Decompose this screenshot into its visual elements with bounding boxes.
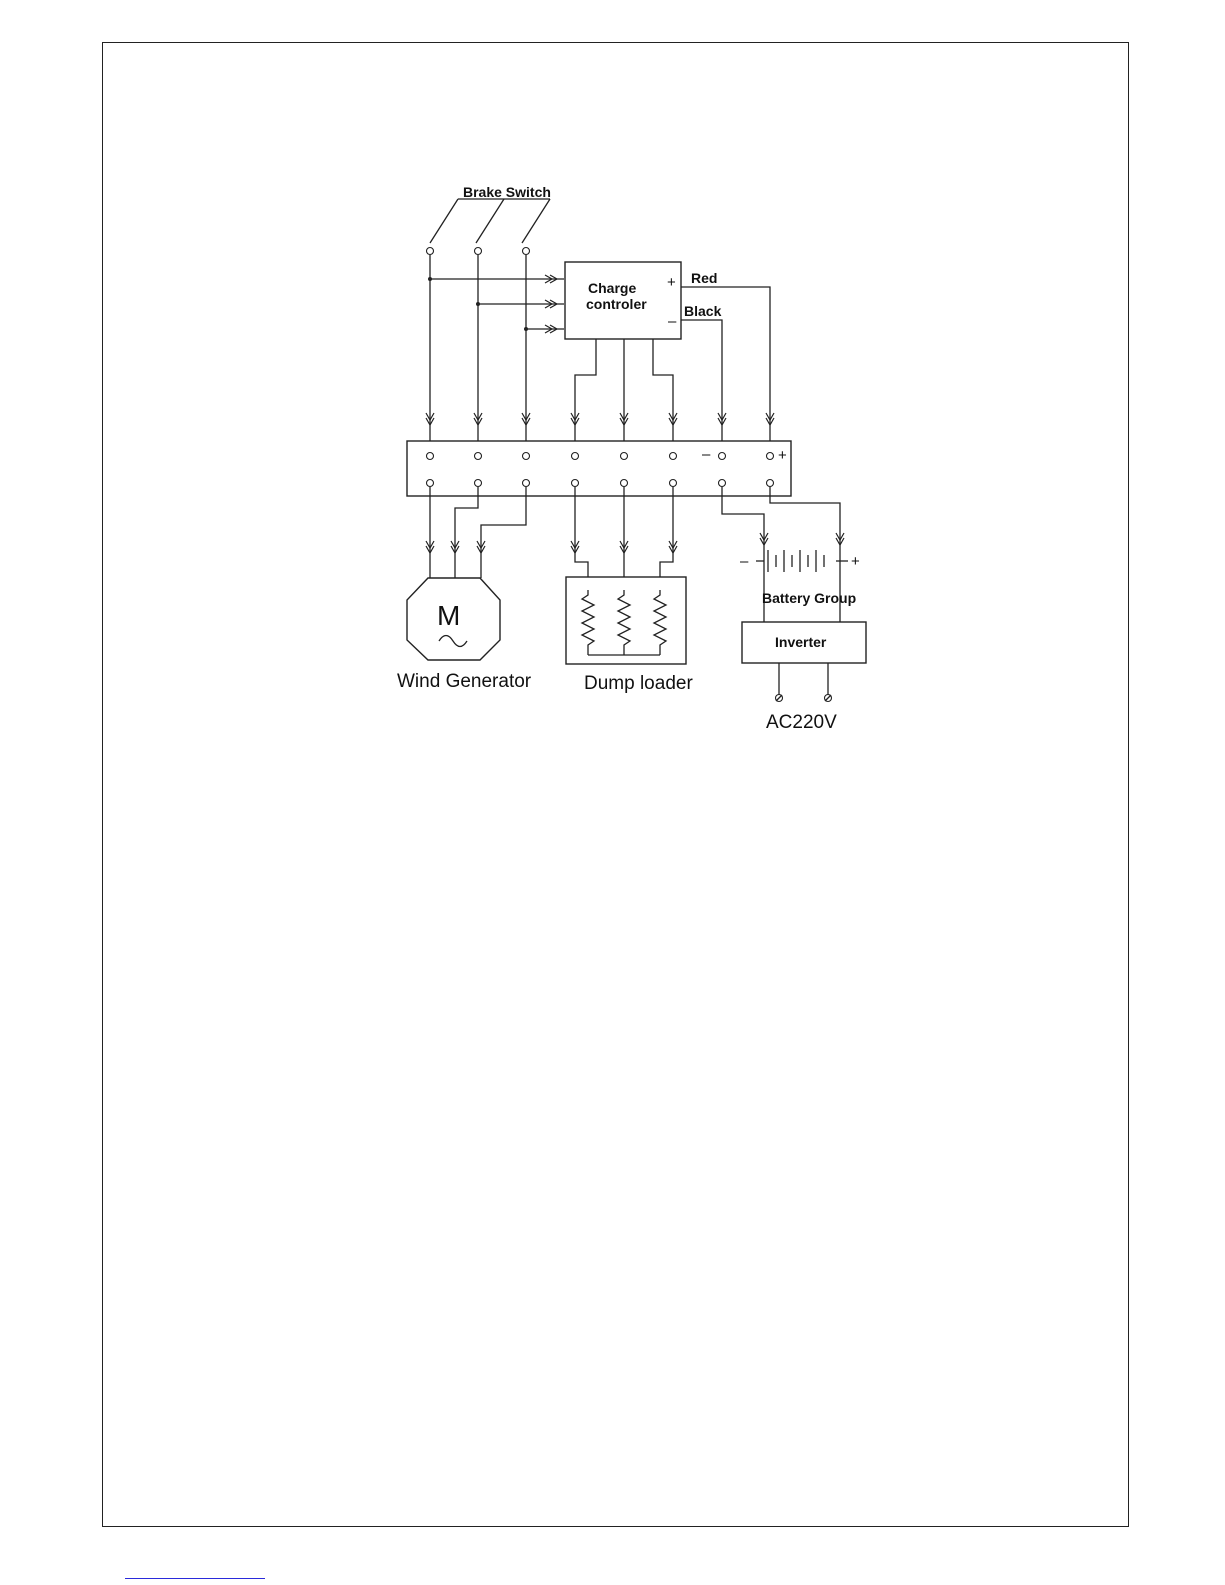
ac-output-label: AC220V [766,712,837,733]
dump-loader-label: Dump loader [584,673,693,694]
terminal-plus: + [778,447,787,464]
wind-generator [397,578,532,692]
charge-controller-line1: Charge [588,280,637,296]
terminal-minus: – [702,446,711,463]
brake-switch-label: Brake Switch [463,184,551,200]
controller-plus: + [667,274,676,291]
black-wire-label: Black [684,303,722,319]
battery-minus: – [740,553,749,570]
dump-loader-wires [571,487,677,590]
wind-generator-wires [426,487,526,578]
battery-group [740,550,860,606]
wind-generator-label: Wind Generator [397,671,532,692]
footer-link-underline [125,1578,265,1579]
red-wire-label: Red [691,270,718,286]
wind-generator-symbol: M [437,600,461,631]
inverter [742,622,866,733]
battery-group-label: Battery Group [762,590,857,606]
brake-switch [427,184,551,255]
dump-loader [566,577,693,694]
battery-plus: + [851,553,860,570]
charge-controller [565,262,722,339]
inverter-label: Inverter [775,634,827,650]
terminal-block [407,441,791,496]
generator-lines [426,255,564,452]
controller-minus: – [668,313,677,330]
charge-controller-line2: controler [586,296,647,312]
